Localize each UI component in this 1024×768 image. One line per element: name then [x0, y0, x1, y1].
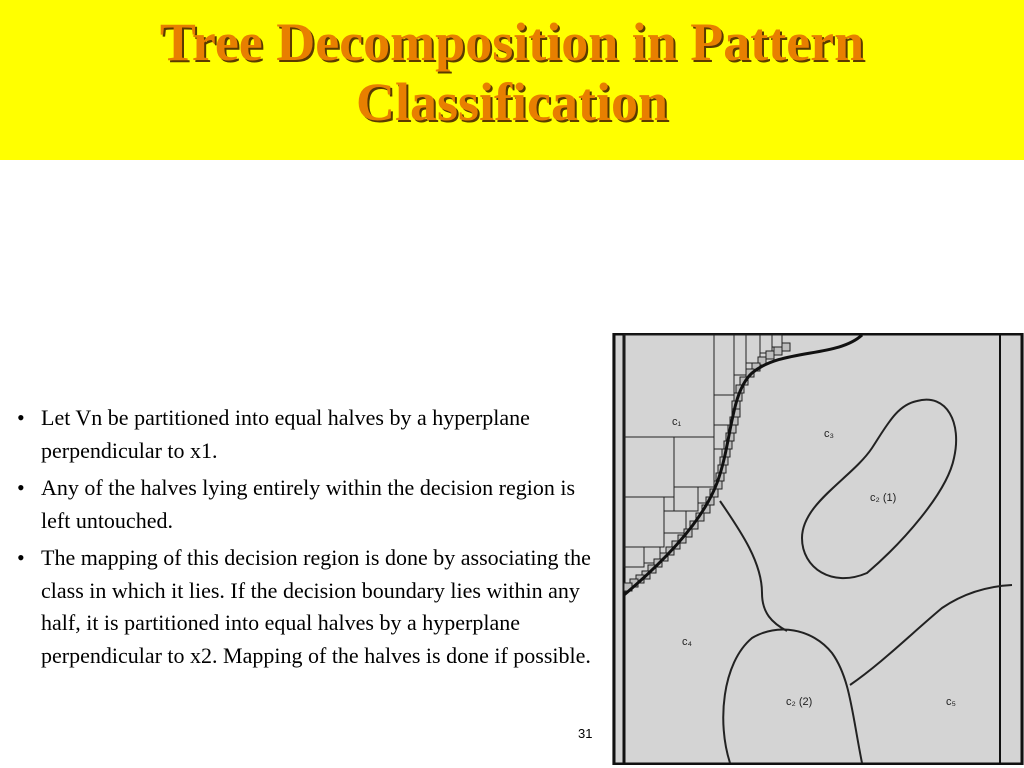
- slide-title: [0, 12, 1024, 132]
- label-c5: c₅: [946, 696, 956, 708]
- bullet-item-3: • The mapping of this decision region is done by associating the class in which it lies. If the decision boundary lies within any half, it is partitioned into equal halves by a hyperplane perpendicular to x2. Mapping of the halves is done if possible.: [14, 542, 604, 672]
- label-c2-2: c₂ (2): [786, 696, 813, 708]
- bullet-item-2: • Any of the halves lying entirely within the decision region is left untouched.: [14, 472, 604, 537]
- bullet-list: [14, 402, 604, 677]
- slide-title-line-1: Tree Decomposition in Pattern: [159, 12, 865, 72]
- label-c4: c₄: [682, 636, 692, 648]
- decision-region-figure: [612, 333, 1024, 765]
- label-c1: c₁: [672, 416, 682, 428]
- slide-title-line-2: Classification: [355, 72, 668, 132]
- label-c2-1: c₂ (1): [870, 492, 897, 504]
- label-c3: c₃: [824, 428, 834, 440]
- bullet-item-1: • Let Vn be partitioned into equal halves by a hyperplane perpendicular to x1.: [14, 402, 604, 467]
- page-number: 31: [578, 726, 593, 741]
